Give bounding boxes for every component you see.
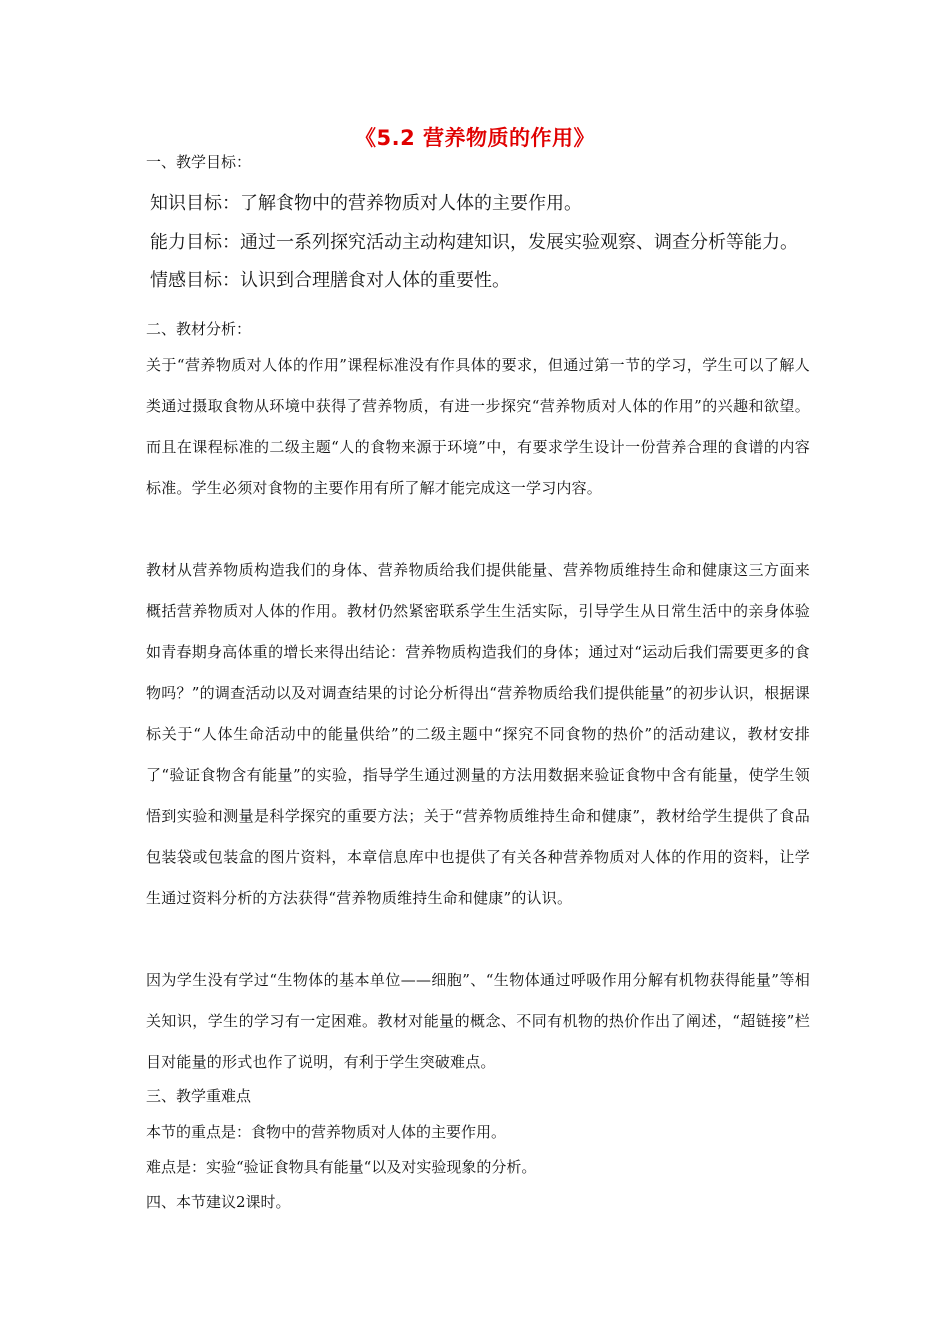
section-heading-class-hours: 四、本节建议2课时。 [146, 1193, 291, 1211]
goal-ability: 能力目标：通过一系列探究活动主动构建知识，发展实验观察、调查分析等能力。 [150, 232, 798, 253]
analysis-paragraph-3: 因为学生没有学过“生物体的基本单位——细胞”、“生物体通过呼吸作用分解有机物获得能量”等相关知识，学生的学习有一定困难。教材对能量的概念、不同有机物的热价作出了阐述，“超链接”栏目对能量的形式也作了说明，有利于学生突破难点。 [146, 971, 810, 1071]
goal-emotion: 情感目标：认识到合理膳食对人体的重要性。 [150, 270, 510, 291]
goal-knowledge: 知识目标：了解食物中的营养物质对人体的主要作用。 [150, 193, 582, 214]
analysis-paragraph-1: 关于“营养物质对人体的作用”课程标准没有作具体的要求，但通过第一节的学习，学生可以了解人类通过摄取食物从环境中获得了营养物质，有进一步探究“营养物质对人体的作用”的兴趣和欲望。而且在课程标准的二级主题“人的食物来源于环境”中，有要求学生设计一份营养合理的食谱的内容标准。学生必须对食物的主要作用有所了解才能完成这一学习内容。 [146, 356, 810, 497]
difficult-point: 难点是：实验“验证食物具有能量“以及对实验现象的分析。 [146, 1158, 537, 1176]
section-heading-key-points: 三、教学重难点 [146, 1087, 252, 1105]
document-title: 《5.2 营养物质的作用》 [354, 126, 595, 150]
key-point: 本节的重点是：食物中的营养物质对人体的主要作用。 [146, 1123, 507, 1141]
section-heading-goals: 一、教学目标： [146, 153, 252, 171]
analysis-paragraph-2: 教材从营养物质构造我们的身体、营养物质给我们提供能量、营养物质维持生命和健康这三方面来概括营养物质对人体的作用。教材仍然紧密联系学生生活实际，引导学生从日常生活中的亲身体验如青春期身高体重的增长来得出结论：营养物质构造我们的身体；通过对“运动后我们需要更多的食物吗？”的调查活动以及对调查结果的讨论分析得出“营养物质给我们提供能量”的初步认识，根据课标关于“人体生命活动中的能量供给”的二级主题中“探究不同食物的热价”的活动建议，教材安排了“验证食物含有能量”的实验，指导学生通过测量的方法用数据来验证食物中含有能量，使学生领悟到实验和测量是科学探究的重要方法；关于“营养物质维持生命和健康”，教材给学生提供了食品包装袋或包装盒的图片资料，本章信息库中也提供了有关各种营养物质对人体的作用的资料，让学生通过资料分析的方法获得“营养物质维持生命和健康”的认识。 [146, 561, 810, 907]
section-heading-analysis: 二、教材分析： [146, 320, 252, 338]
